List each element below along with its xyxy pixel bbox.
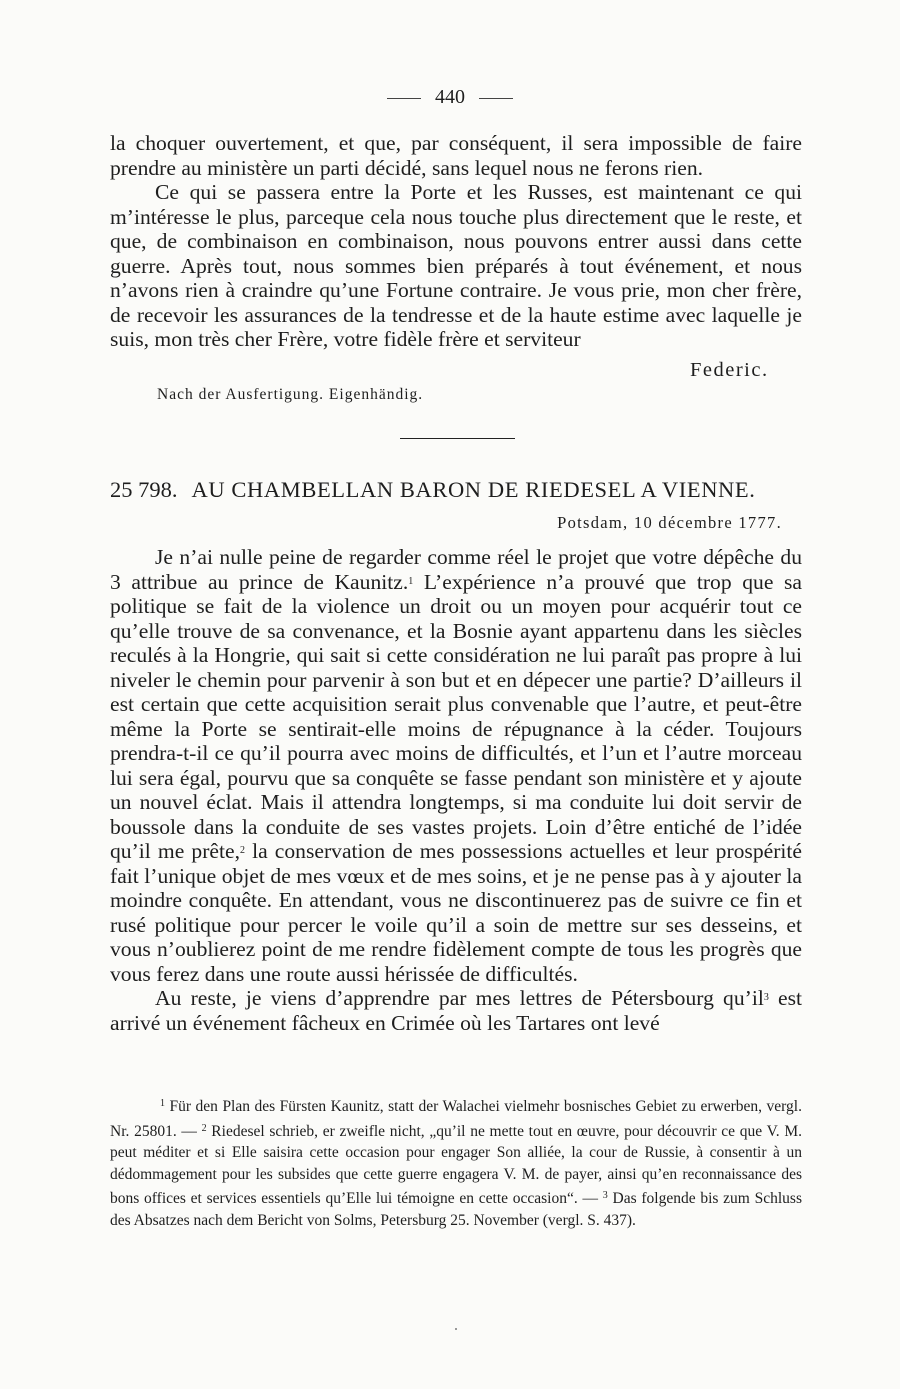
page-number-text: 440 bbox=[435, 86, 465, 108]
letter-p2-part-b: est arrivé un événement fâcheux en Crimée où les Tartares ont levé bbox=[110, 986, 802, 1035]
source-note: Nach der Ausfertigung. Eigenhändig. bbox=[157, 386, 424, 403]
letter-body bbox=[110, 545, 802, 1035]
letter-paragraph-2 bbox=[110, 986, 802, 1035]
signature: Federic. bbox=[690, 359, 769, 381]
continuation-text bbox=[110, 131, 802, 352]
footnote-text-2: Riedesel schrieb, er zweifle nicht, „qu’il ne mette tout en œuvre, pour découvrir ce que V. M. peut méditer et si Elle saisira cette occasion pour engager Son alliée, la cour de Russie, à consentir à un dédommagement pour les subsides que cette guerre engagera V. M. de payer, ainsi qu’en reconnaissance des bons offices et services essentiels qu’Elle lui témoigne en cette occasion“. — bbox=[110, 1122, 802, 1208]
footnote-ref-3: 3 bbox=[763, 992, 769, 1003]
letter-p2-part-a: Au reste, je viens d’apprendre par mes lettres de Pétersbourg qu’il bbox=[155, 986, 764, 1010]
letter-title: AU CHAMBELLAN BARON DE RIEDESEL A VIENNE. bbox=[191, 477, 756, 502]
continuation-paragraph-2: Ce qui se passera entre la Porte et les Russes, est maintenant ce qui m’intéresse le plus, parceque cela nous touche plus directement que le reste, et que, de combinaison en combinaison, nous pouvons entrer aussi dans cette guerre. Après tout, nous sommes bien préparés à tout événement, et nous n’avons rien à craindre qu’une Fortune contraire. Je vous prie, mon cher frère, de recevoir les assurances de la tendresse et de la haute estime avec laquelle je suis, mon très cher Frère, votre fidèle frère et serviteur bbox=[110, 180, 802, 351]
footnote-paragraph bbox=[110, 1093, 802, 1232]
print-speck bbox=[455, 1328, 457, 1330]
section-divider bbox=[400, 438, 515, 439]
footnote-text-1: Für den Plan des Fürsten Kaunitz, statt der Walachei vielmehr bosnisches Gebiet zu erwerben, vergl. Nr. 25801. — bbox=[110, 1098, 802, 1140]
footnote-ref-1: 1 bbox=[408, 575, 414, 587]
footnote-ref-2: 2 bbox=[239, 845, 245, 856]
letter-heading bbox=[110, 477, 810, 503]
letter-p1-part-c: la conservation de mes possessions actuelles et leur prospérité fait l’unique objet de mes vœux et de mes soins, et je ne pense pas à y ajouter la moindre conquête. En attendant, vous ne discontinuerez pas de suivre ce fin et rusé politique pour percer le voile qu’il a soin de mettre sur ses desseins, et vous n’oublierez point de me rendre fidèlement compte de tous les progrès que vous ferez dans une route aussi hérissée de difficultés. bbox=[110, 839, 802, 986]
footnotes bbox=[110, 1093, 802, 1232]
letter-p1-part-a: Je n’ai nulle peine de regarder comme réel le projet que votre dépêche du 3 attribue au prince de Kaunitz. bbox=[110, 545, 802, 594]
letter-paragraph-1 bbox=[110, 545, 802, 986]
letter-p1-part-b: L’expérience n’a prouvé que trop que sa politique se fait de la violence un droit ou un moyen pour acquérir tout ce qu’elle trouve de sa convenance, et la Bosnie ayant appartenu dans les siècles reculés à la Hongrie, qui sait si cette considération ne lui paraît pas propre à lui niveler le chemin pour parvenir à son but et en dépecer une partie? D’ailleurs il est certain que cette acquisition serait plus convenable que l’autre, et peut-être même la Porte se sentirait-elle moins de répugnance à la céder. Toujours prendra-t-il ce qu’il pourra avec moins de difficultés, et l’un et l’autre morceau lui sera égal, pourvu que sa conquête se fasse pendant son ministère et y ajoute un nouvel éclat. Mais il attendra longtemps, si ma conduite lui doit servir de boussole dans la conduite de ses vastes projets. Loin d’être entiché de l’idée qu’il me prête, bbox=[110, 569, 803, 863]
letter-place-date: Potsdam, 10 décembre 1777. bbox=[557, 513, 782, 532]
continuation-paragraph-1: la choquer ouvertement, et que, par conséquent, il sera impossible de faire prendre au ministère un parti décidé, sans lequel nous ne ferons rien. bbox=[110, 131, 802, 180]
footnote-marker-1: 1 bbox=[160, 1098, 165, 1109]
footnote-marker-3: 3 bbox=[602, 1190, 608, 1202]
letter-number: 25 798. bbox=[110, 477, 178, 502]
page-number-dash-left bbox=[387, 98, 421, 99]
page-number-dash-right bbox=[479, 98, 513, 99]
footnote-marker-2: 2 bbox=[201, 1122, 207, 1134]
footnote-text-3: Das folgende bis zum Schluss des Absatzes nach dem Bericht von Solms, Petersburg 25. November (vergl. S. 437). bbox=[110, 1190, 802, 1229]
page-number bbox=[0, 86, 900, 109]
